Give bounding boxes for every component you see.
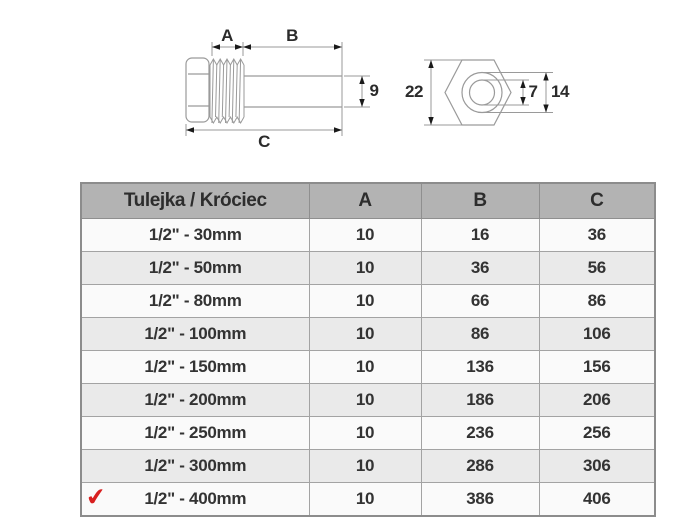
- c-value-cell: 36: [539, 219, 655, 252]
- size-cell: 1/2" - 250mm: [81, 417, 309, 450]
- a-value-cell: 10: [309, 483, 421, 517]
- tube-outline: [244, 76, 342, 107]
- size-cell: ✔ 1/2" - 400mm: [81, 483, 309, 517]
- a-value-cell: 10: [309, 450, 421, 483]
- b-value-cell: 66: [421, 285, 539, 318]
- dim-label-tube-diameter: 9: [369, 81, 379, 100]
- checkmark-icon: ✔: [84, 483, 108, 513]
- c-value-cell: 56: [539, 252, 655, 285]
- inner-circle: [470, 80, 495, 105]
- header-c: C: [539, 183, 655, 219]
- dim-label-inner-diameter: 7: [528, 82, 538, 101]
- table-row: [81, 219, 655, 252]
- a-value-cell: 10: [309, 384, 421, 417]
- size-cell: 1/2" - 150mm: [81, 351, 309, 384]
- table-row: [81, 351, 655, 384]
- spec-table: [80, 182, 656, 517]
- drawing-canvas: [0, 0, 700, 175]
- c-value-cell: 256: [539, 417, 655, 450]
- a-value-cell: 10: [309, 351, 421, 384]
- table-header-row: [81, 183, 655, 219]
- a-value-cell: 10: [309, 318, 421, 351]
- dim-label-b: B: [286, 26, 298, 45]
- table-row: [81, 417, 655, 450]
- b-value-cell: 86: [421, 318, 539, 351]
- size-cell: 1/2" - 50mm: [81, 252, 309, 285]
- c-value-cell: 156: [539, 351, 655, 384]
- table-row: [81, 318, 655, 351]
- table-body: [81, 219, 655, 517]
- b-value-cell: 186: [421, 384, 539, 417]
- hex-head-outline: [186, 58, 209, 122]
- a-value-cell: 10: [309, 285, 421, 318]
- table-row: [81, 252, 655, 285]
- hexagon-outline: [445, 60, 511, 125]
- size-cell: 1/2" - 80mm: [81, 285, 309, 318]
- thread-section: [210, 59, 244, 123]
- b-value-cell: 136: [421, 351, 539, 384]
- c-value-cell: 106: [539, 318, 655, 351]
- table-row: [81, 384, 655, 417]
- outer-circle: [462, 73, 502, 113]
- c-value-cell: 406: [539, 483, 655, 517]
- spec-table-container: [80, 182, 656, 517]
- dim-label-across-flats: 22: [405, 82, 423, 101]
- c-value-cell: 86: [539, 285, 655, 318]
- b-value-cell: 16: [421, 219, 539, 252]
- b-value-cell: 386: [421, 483, 539, 517]
- c-value-cell: 206: [539, 384, 655, 417]
- table-row: [81, 483, 655, 517]
- table-row: [81, 450, 655, 483]
- header-size: Tulejka / Króciec: [81, 183, 309, 219]
- dim-label-outer-diameter: 14: [551, 82, 569, 101]
- header-b: B: [421, 183, 539, 219]
- c-value-cell: 306: [539, 450, 655, 483]
- technical-drawing: [0, 0, 700, 175]
- a-value-cell: 10: [309, 219, 421, 252]
- dim-label-c: C: [258, 132, 270, 151]
- size-cell: 1/2" - 30mm: [81, 219, 309, 252]
- b-value-cell: 236: [421, 417, 539, 450]
- side-view-drawing: [186, 42, 370, 136]
- b-value-cell: 286: [421, 450, 539, 483]
- header-a: A: [309, 183, 421, 219]
- a-value-cell: 10: [309, 252, 421, 285]
- size-cell: 1/2" - 300mm: [81, 450, 309, 483]
- table-row: [81, 285, 655, 318]
- dim-label-a: A: [221, 26, 233, 45]
- b-value-cell: 36: [421, 252, 539, 285]
- a-value-cell: 10: [309, 417, 421, 450]
- size-cell: 1/2" - 200mm: [81, 384, 309, 417]
- size-cell: 1/2" - 100mm: [81, 318, 309, 351]
